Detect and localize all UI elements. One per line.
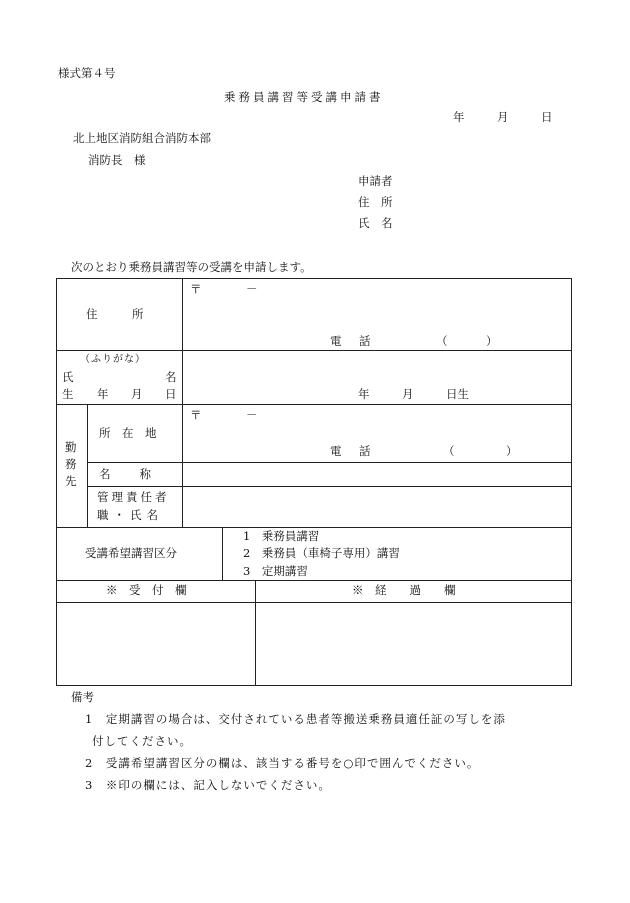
- manager-label-line1: 管理責任者: [97, 490, 170, 504]
- company-name-label: 名 称: [99, 467, 153, 481]
- location-phone-open: （: [443, 444, 455, 458]
- name-label-left: 氏: [62, 370, 74, 384]
- birth-day-label: 日生: [446, 387, 469, 401]
- note-item-3: 3 ※印の欄には、記入しないでください。: [85, 778, 331, 792]
- birth-label-4: 日: [165, 387, 177, 401]
- postal-dash: －: [246, 282, 258, 296]
- workplace-label-1: 勤: [65, 440, 77, 454]
- intro-text: 次のとおり乗務員講習等の受講を申請します。: [71, 260, 312, 274]
- name-label-right: 名: [165, 370, 177, 384]
- manager-label-line2: 職・氏名: [97, 508, 163, 522]
- workplace-label-2: 務: [65, 457, 77, 471]
- address-phone-close: ）: [486, 334, 498, 348]
- birth-month-label: 月: [402, 387, 414, 401]
- postal-mark: 〒: [190, 282, 202, 296]
- form-number: 様式第４号: [58, 66, 116, 80]
- location-phone-close: ）: [506, 444, 518, 458]
- birth-label-3: 月: [131, 387, 143, 401]
- workplace-label-3: 先: [65, 474, 77, 488]
- furigana-label: （ふりがな）: [80, 354, 146, 365]
- address-label: 住 所: [86, 307, 144, 321]
- address-phone-open: （: [436, 334, 448, 348]
- note-item-1-cont: 付してください。: [92, 734, 192, 748]
- location-postal-mark: 〒: [190, 408, 202, 422]
- course-option-2: 2 乗務員（車椅子専用）講習: [243, 546, 400, 560]
- applicant-address-label: 住 所: [358, 195, 393, 209]
- location-postal-dash: －: [246, 408, 258, 422]
- addressee-org: 北上地区消防組合消防本部: [73, 131, 211, 145]
- note-item-2: 2 受講希望講習区分の欄は、該当する番号を○印で囲んでください。: [85, 756, 480, 770]
- birth-label-1: 生: [62, 387, 74, 401]
- course-option-1: 1 乗務員講習: [243, 529, 320, 543]
- course-option-3: 3 定期講習: [243, 564, 308, 578]
- birth-label-2: 年: [97, 387, 109, 401]
- date-year-label: 年: [453, 110, 465, 124]
- date-day-label: 日: [541, 110, 553, 124]
- birth-year-label: 年: [358, 387, 370, 401]
- note-item-1: 1 定期講習の場合は、交付されている患者等搬送乗務員適任証の写しを添: [85, 712, 506, 726]
- address-phone-label: 電 話: [330, 334, 374, 348]
- progress-label: ※ 経 過 欄: [352, 583, 456, 597]
- addressee-person: 消防長 様: [88, 153, 146, 167]
- applicant-label: 申請者: [358, 174, 393, 188]
- applicant-name-label: 氏 名: [358, 216, 393, 230]
- location-label: 所 在 地: [99, 426, 157, 440]
- form-title: 乗務員講習等受講申請書: [224, 90, 384, 104]
- course-label: 受講希望講習区分: [85, 546, 177, 560]
- location-phone-label: 電 話: [330, 444, 374, 458]
- receipt-label: ※ 受 付 欄: [106, 583, 187, 597]
- date-month-label: 月: [497, 110, 509, 124]
- notes-heading: 備考: [71, 690, 94, 704]
